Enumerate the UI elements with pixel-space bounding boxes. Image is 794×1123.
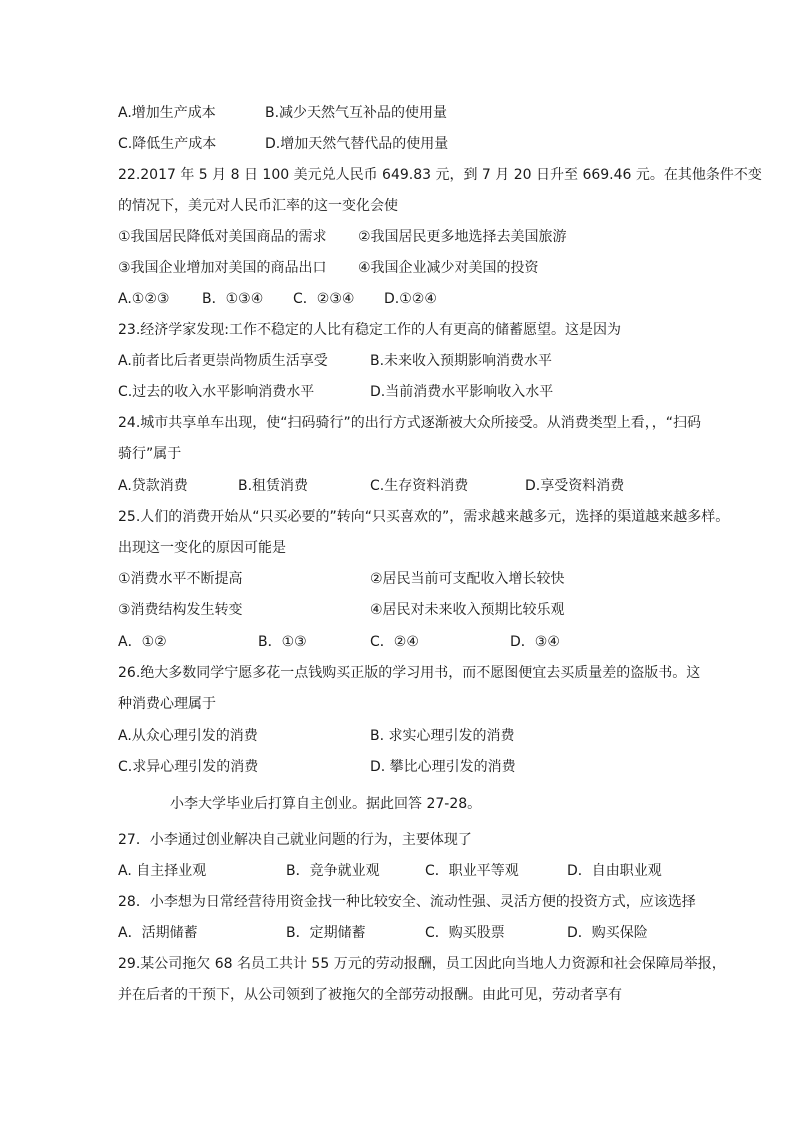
q25-option-c: C．②④ bbox=[370, 634, 419, 650]
q21-option-b: B.减少天然气互补品的使用量 bbox=[265, 105, 448, 121]
q22-item-1: ①我国居民降低对美国商品的需求 bbox=[118, 229, 327, 245]
q22-option-c: C．②③④ bbox=[293, 291, 355, 307]
q21-option-a: A.增加生产成本 bbox=[118, 105, 216, 121]
q29-stem-line2: 并在后者的干预下，从公司领到了被拖欠的全部劳动报酬。由此可见，劳动者享有 bbox=[118, 987, 622, 1003]
q23-option-b: B.未来收入预期影响消费水平 bbox=[370, 353, 553, 369]
q22-option-b: B．①③④ bbox=[202, 291, 264, 307]
q24-option-b: B.租赁消费 bbox=[238, 478, 309, 494]
q23-stem: 23.经济学家发现:工作不稳定的人比有稳定工作的人有更高的储蓄愿望。这是因为 bbox=[118, 322, 621, 338]
q21-option-c: C.降低生产成本 bbox=[118, 136, 217, 152]
q26-stem-line2: 种消费心理属于 bbox=[118, 696, 216, 712]
q25-item-3: ③消费结构发生转变 bbox=[118, 602, 243, 618]
q23-option-d: D.当前消费水平影响收入水平 bbox=[370, 384, 554, 400]
q26-option-a: A.从众心理引发的消费 bbox=[118, 728, 258, 744]
q28-option-a: A．活期储蓄 bbox=[118, 925, 198, 941]
q25-item-4: ④居民对未来收入预期比较乐观 bbox=[370, 602, 565, 618]
q24-option-d: D.享受资料消费 bbox=[525, 478, 625, 494]
q25-option-a: A．①② bbox=[118, 634, 167, 650]
q22-stem-line1: 22.2017 年 5 月 8 日 100 美元兑人民币 649.83 元，到 7 月 20 日升至 669.46 元。在其他条件不变 bbox=[118, 167, 762, 183]
q28-stem: 28．小李想为日常经营待用资金找一种比较安全、流动性强、灵活方便的投资方式，应该选择 bbox=[118, 894, 696, 910]
q28-option-c: C．购买股票 bbox=[425, 925, 505, 941]
q22-item-2: ②我国居民更多地选择去美国旅游 bbox=[358, 229, 567, 245]
q21-option-d: D.增加天然气替代品的使用量 bbox=[265, 136, 449, 152]
q28-option-d: D．购买保险 bbox=[567, 925, 648, 941]
q22-option-a: A.①②③ bbox=[118, 291, 170, 307]
q25-stem-line2: 出现这一变化的原因可能是 bbox=[118, 540, 286, 556]
q24-option-a: A.贷款消费 bbox=[118, 478, 188, 494]
q26-option-b: B. 求实心理引发的消费 bbox=[370, 728, 515, 744]
q27-stem: 27．小李通过创业解决自己就业问题的行为，主要体现了 bbox=[118, 832, 472, 848]
q22-option-d: D.①②④ bbox=[384, 291, 437, 307]
q27-option-a: A. 自主择业观 bbox=[118, 863, 207, 879]
q25-item-2: ②居民当前可支配收入增长较快 bbox=[370, 571, 565, 587]
q22-item-4: ④我国企业减少对美国的投资 bbox=[358, 260, 539, 276]
q27-option-c: C．职业平等观 bbox=[425, 863, 519, 879]
q24-option-c: C.生存资料消费 bbox=[370, 478, 469, 494]
q22-stem-line2: 的情况下，美元对人民币汇率的这一变化会使 bbox=[118, 198, 398, 214]
q25-stem-line1: 25.人们的消费开始从“只买必要的”转向“只买喜欢的”，需求越来越多元，选择的渠道越来越多样。 bbox=[118, 509, 730, 525]
q26-stem-line1: 26.绝大多数同学宁愿多花一点钱购买正版的学习用书，而不愿图便宜去买质量差的盗版书。这 bbox=[118, 665, 701, 681]
q24-stem-line2: 骑行”属于 bbox=[118, 446, 182, 462]
q26-option-c: C.求异心理引发的消费 bbox=[118, 759, 259, 775]
q25-option-b: B．①③ bbox=[258, 634, 307, 650]
q27-option-b: B．竞争就业观 bbox=[286, 863, 380, 879]
q26-option-d: D. 攀比心理引发的消费 bbox=[370, 759, 516, 775]
q23-option-c: C.过去的收入水平影响消费水平 bbox=[118, 384, 315, 400]
q28-option-b: B．定期储蓄 bbox=[286, 925, 366, 941]
q24-stem-line1: 24.城市共享单车出现，使“扫码骑行”的出行方式逐渐被大众所接受。从消费类型上看，，“扫码 bbox=[118, 415, 702, 431]
q25-option-d: D．③④ bbox=[510, 634, 560, 650]
q23-option-a: A.前者比后者更崇尚物质生活享受 bbox=[118, 353, 328, 369]
q25-item-1: ①消费水平不断提高 bbox=[118, 571, 243, 587]
context-27-28: 小李大学毕业后打算自主创业。据此回答 27-28。 bbox=[170, 796, 482, 812]
q22-item-3: ③我国企业增加对美国的商品出口 bbox=[118, 260, 327, 276]
q27-option-d: D．自由职业观 bbox=[567, 863, 662, 879]
q29-stem-line1: 29.某公司拖欠 68 名员工共计 55 万元的劳动报酬，员工因此向当地人力资源和社会保障局举报， bbox=[118, 956, 726, 972]
